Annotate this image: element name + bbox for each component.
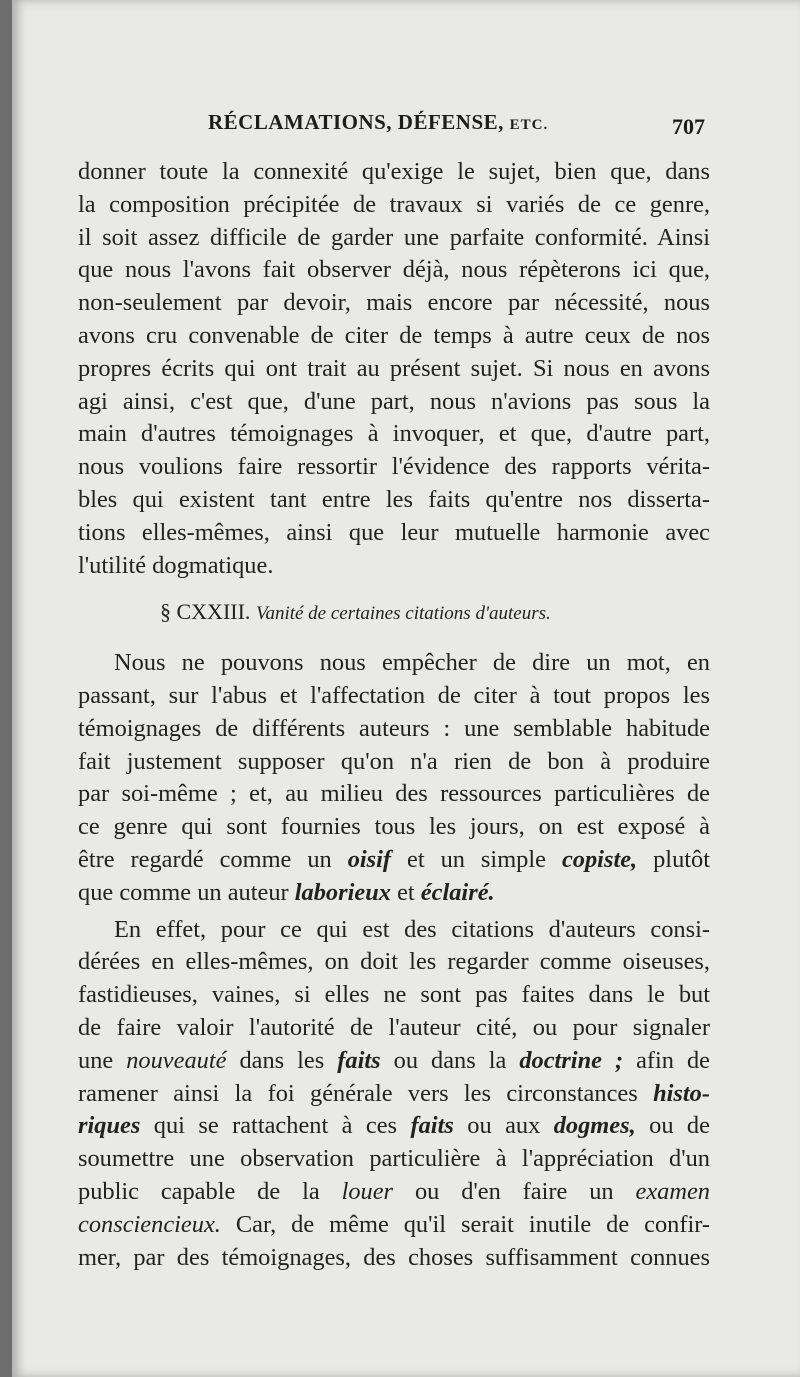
text-line: témoignages de différents auteurs : une semblable habitude [78,714,710,742]
text-line: être regardé comme un oisif et un simple copiste, plutôt [78,845,711,873]
text-line: passant, sur l'abus et l'affectation de citer à tout propos les [78,681,710,709]
text-line: avons cru convenable de citer de temps à autre ceux de nos [78,321,710,349]
paragraph-3 [78,914,710,1275]
paragraph-2 [78,647,710,909]
text-line: tions elles-mêmes, ainsi que leur mutuelle harmonie avec [78,518,710,546]
text-line: donner toute la connexité qu'exige le sujet, bien que, dans [78,158,710,185]
section-heading [78,596,710,629]
text-line: dérées en elles-mêmes, on doit les regarder comme oiseuses, [78,948,710,976]
text-line: En effet, pour ce qui est des citations d'auteurs consi- [114,915,710,943]
text-line: une nouveauté dans les faits ou dans la doctrine ; afin de [78,1046,711,1074]
page-header [82,110,705,144]
text-line: fait justement supposer qu'on n'a rien de bon à produire [78,747,710,775]
book-page [12,0,800,1377]
page-number: 707 [672,114,705,139]
text-line: consciencieux. Car, de même qu'il serait inutile de confir- [78,1210,710,1238]
text-line: que nous l'avons fait observer déjà, nous répèterons ici que, [78,256,710,284]
text-line: main d'autres témoignages à invoquer, et que, d'autre part, [78,420,710,448]
text-line: agi ainsi, c'est que, d'une part, nous n'avions pas sous la [78,387,710,415]
text-line: bles qui existent tant entre les faits qu'entre nos disserta- [78,485,710,513]
text-line: soumettre une observation particulière à l'appréciation d'un [78,1145,710,1173]
text-line: mer, par des témoignages, des choses suffisamment connues [78,1243,710,1271]
text-line: Nous ne pouvons nous empêcher de dire un mot, en [114,649,710,677]
body-text [78,156,710,1274]
section-title: Vanité de certaines citations d'auteurs. [255,603,551,625]
text-line: public capable de la louer ou d'en faire un examen [78,1177,710,1205]
text-line: par soi-même ; et, au milieu des ressources particulières de [78,780,710,808]
running-title: RÉCLAMATIONS, DÉFENSE, ETC. [208,110,549,134]
text-line: non-seulement par devoir, mais encore par nécessité, nous [78,289,710,317]
text-line: fastidieuses, vaines, si elles ne sont pas faites dans le but [78,981,710,1009]
text-line: riques qui se rattachent à ces faits ou aux dogmes, ou de [78,1112,710,1140]
text-line: ce genre qui sont fournies tous les jours, on est exposé à [78,813,710,841]
text-line: que comme un auteur laborieux et éclairé. [78,878,495,906]
text-line: la composition précipitée de travaux si variés de ce genre, [78,190,710,218]
section-number: § CXXIII. [160,599,251,625]
running-title-etc: ETC. [509,117,549,133]
text-line: il soit assez difficile de garder une parfaite conformité. Ainsi [78,223,710,251]
text-line: ramener ainsi la foi générale vers les circonstances histo- [78,1079,710,1107]
text-line: l'utilité dogmatique. [78,551,274,579]
text-line: de faire valoir l'autorité de l'auteur cité, ou pour signaler [78,1013,710,1041]
text-line: nous voulions faire ressortir l'évidence des rapports vérita- [78,453,710,481]
paragraph-1 [78,156,710,582]
text-line: propres écrits qui ont trait au présent sujet. Si nous en avons [78,354,710,382]
